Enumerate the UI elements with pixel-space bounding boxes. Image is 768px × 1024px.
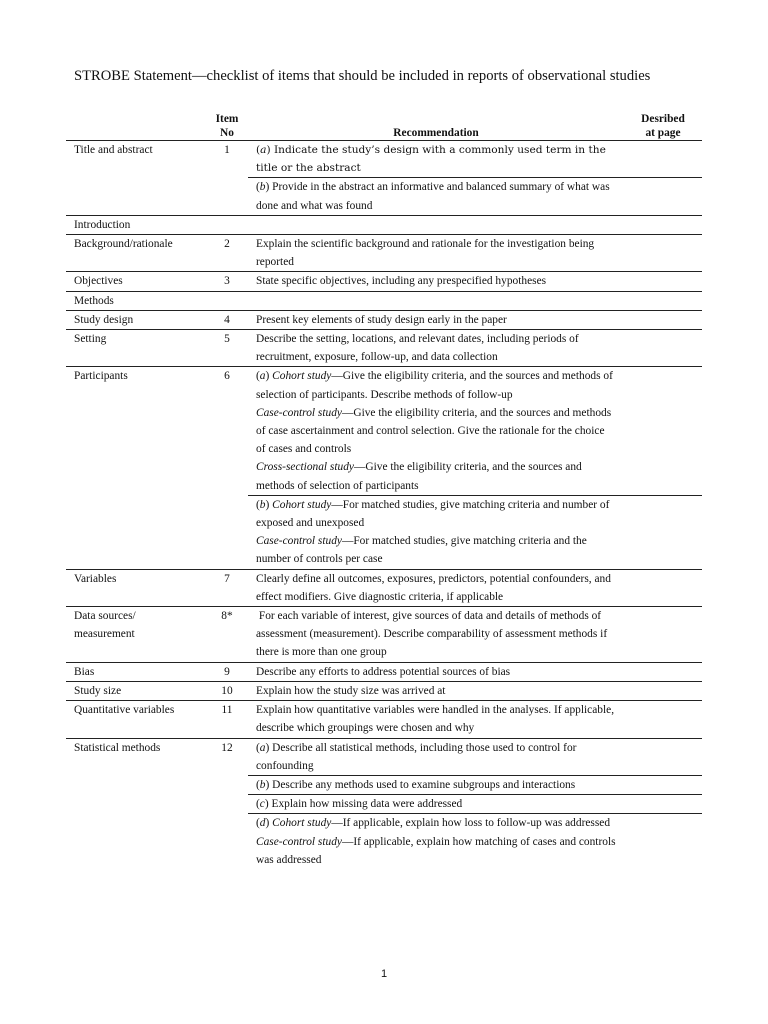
document-title: STROBE Statement—checklist of items that should be included in reports of observational studies <box>74 68 651 84</box>
section-methods: Methods <box>66 291 702 310</box>
table-row <box>66 272 702 291</box>
row-item-no: 9 <box>198 662 248 681</box>
row-recommendation: Describe any efforts to address potential sources of bias <box>248 662 616 681</box>
row-item-no: 6 <box>224 370 230 383</box>
row-item-no: 4 <box>198 310 248 329</box>
row-label: Quantitative variables <box>66 701 198 738</box>
table-row <box>66 738 702 775</box>
row-recommendation: (a) Describe all statistical methods, including those used to control for confounding <box>248 738 616 775</box>
row-label: Bias <box>66 662 198 681</box>
row-item-no: 2 <box>198 235 248 272</box>
row-label: Variables <box>66 569 198 606</box>
row-item-no: 11 <box>198 701 248 738</box>
table-row <box>66 569 702 606</box>
row-recommendation: (b) Cohort study—For matched studies, give matching criteria and number of exposed and unexposed Case-control study—For matched studies, give matching criteria and the number of controls per case <box>248 495 616 569</box>
table-row <box>66 178 702 215</box>
table-row <box>66 814 702 869</box>
table-header-row <box>66 112 702 141</box>
table-row <box>66 310 702 329</box>
row-label: Study design <box>66 310 198 329</box>
row-item-no: 8* <box>198 607 248 663</box>
row-recommendation: (c) Explain how missing data were addressed <box>248 795 616 814</box>
row-item-no: 12 <box>221 741 233 754</box>
table-row <box>66 367 702 495</box>
row-label: Setting <box>66 330 198 367</box>
row-recommendation: Clearly define all outcomes, exposures, predictors, potential confounders, and effect modifiers. Give diagnostic criteria, if applicable <box>248 569 616 606</box>
row-label: Objectives <box>66 272 198 291</box>
header-page: Desribed at page <box>616 112 702 141</box>
table-row <box>66 775 702 794</box>
row-recommendation: Explain the scientific background and rationale for the investigation being reported <box>248 235 616 272</box>
row-label: Statistical methods <box>74 741 161 754</box>
table-row <box>66 795 702 814</box>
row-label: Background/rationale <box>66 235 198 272</box>
table-row <box>66 330 702 367</box>
row-recommendation: For each variable of interest, give sources of data and details of methods of assessment (measurement). Describe comparability of assessment methods if there is more than one group <box>248 607 616 663</box>
row-recommendation: Explain how the study size was arrived at <box>248 681 616 700</box>
header-recommendation: Recommendation <box>248 112 616 141</box>
row-label: Data sources/ measurement <box>66 607 198 663</box>
row-recommendation: Present key elements of study design early in the paper <box>248 310 616 329</box>
checklist-table <box>66 112 702 869</box>
table-row <box>66 662 702 681</box>
row-item-no: 10 <box>198 681 248 700</box>
row-item-no: 1 <box>224 144 230 156</box>
row-item-no: 7 <box>198 569 248 606</box>
row-page <box>616 141 702 178</box>
row-recommendation: (d) Cohort study—If applicable, explain how loss to follow-up was addressed Case-control study—If applicable, explain how matching of cases and controls was addressed <box>256 817 616 866</box>
header-item-no: Item No <box>198 112 248 141</box>
row-recommendation: (a) Indicate the study’s design with a commonly used term in the title or the abstract <box>248 141 616 178</box>
row-label: Study size <box>66 681 198 700</box>
row-item-no: 5 <box>198 330 248 367</box>
page-number: 1 <box>380 968 388 980</box>
section-row <box>66 291 702 310</box>
table-row <box>66 141 702 178</box>
header-section <box>66 112 198 141</box>
row-recommendation: (b) Provide in the abstract an informative and balanced summary of what was done and what was found <box>248 178 616 215</box>
row-recommendation: (a) Cohort study—Give the eligibility criteria, and the sources and methods of selection of participants. Describe methods of follow-up Case-control study—Give the eligibility criteria, and the sources and methods of case ascertainment and control selection. Give the rationale for the choice of cases and controls Cross-sectional study—Give the eligibility criteria, and the sources and methods of selection of participants <box>248 367 616 495</box>
section-row <box>66 215 702 234</box>
table-row <box>66 607 702 663</box>
row-item-no: 3 <box>198 272 248 291</box>
row-recommendation: (b) Describe any methods used to examine subgroups and interactions <box>248 775 616 794</box>
row-label: Title and abstract <box>74 144 153 156</box>
row-recommendation: Describe the setting, locations, and relevant dates, including periods of recruitment, exposure, follow-up, and data collection <box>248 330 616 367</box>
section-introduction: Introduction <box>66 215 702 234</box>
row-recommendation: State specific objectives, including any prespecified hypotheses <box>248 272 616 291</box>
row-label: Participants <box>74 370 128 383</box>
table-row <box>66 701 702 738</box>
table-row <box>66 495 702 569</box>
table-row <box>66 681 702 700</box>
row-recommendation: Explain how quantitative variables were handled in the analyses. If applicable, describe which groupings were chosen and why <box>248 701 616 738</box>
table-row <box>66 235 702 272</box>
